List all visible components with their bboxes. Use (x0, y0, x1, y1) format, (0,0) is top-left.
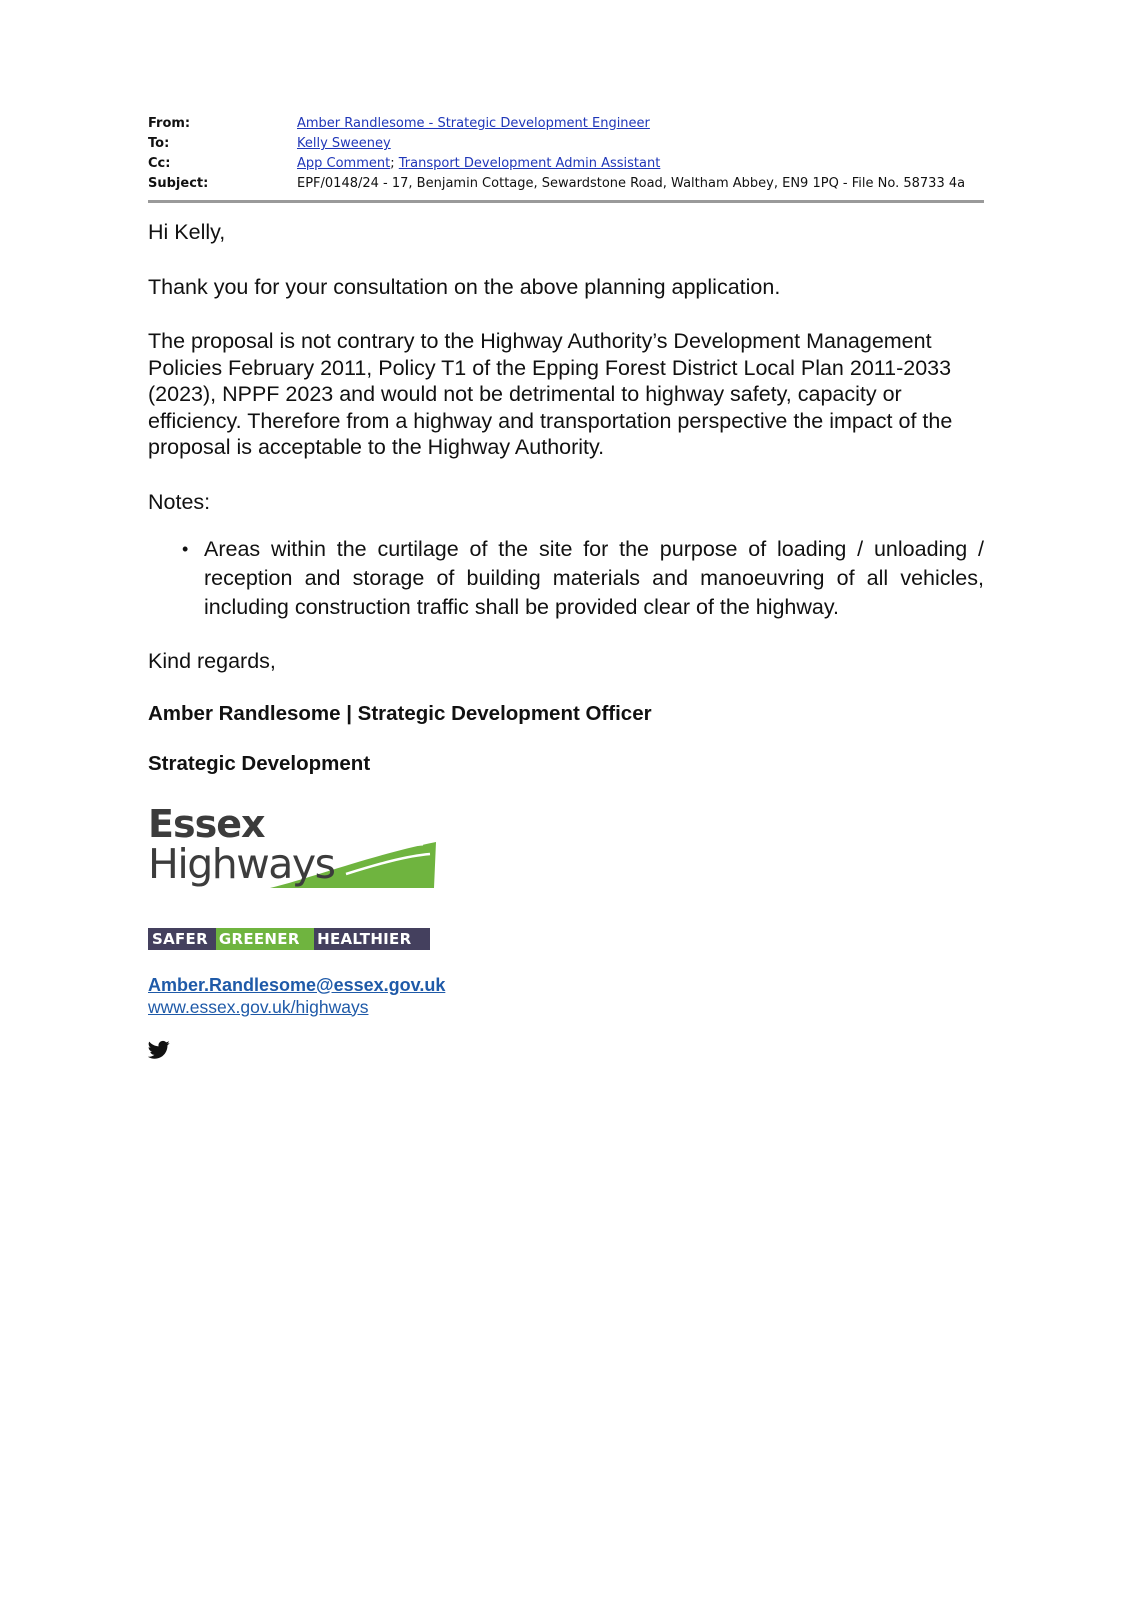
to-label: To: (148, 136, 170, 151)
from-link[interactable]: Amber Randlesome - Strategic Development Engineer (297, 116, 650, 131)
email-body (148, 219, 984, 778)
subject-value: EPF/0148/24 - 17, Benjamin Cottage, Sewardstone Road, Waltham Abbey, EN9 1PQ - File No. 58733 4a (297, 176, 966, 191)
sign-off: Kind regards, (148, 649, 276, 673)
cc-link-app-comment[interactable]: App Comment (297, 156, 391, 171)
paragraph-thanks: Thank you for your consultation on the above planning application. (148, 274, 781, 299)
bullet-icon: • (182, 539, 189, 559)
tagline-greener: GREENER (216, 928, 314, 950)
to-link[interactable]: Kelly Sweeney (297, 136, 391, 151)
paragraph-assessment: The proposal is not contrary to the Highway Authority’s Development Management Policies February 2011, Policy T1 of the Epping Forest District Local Plan 2011-2033 (2023), NPPF 2023 and would not be detrimental to highway safety, capacity or efficiency. Therefore from a highway and transportation perspective the impact of the proposal is acceptable to the Highway Authority. (148, 329, 953, 459)
cc-separator: ; (390, 156, 395, 171)
logo-text-essex: Essex (148, 801, 265, 846)
email-link[interactable]: Amber.Randlesome@essex.gov.uk (148, 974, 446, 995)
header-divider (148, 200, 984, 203)
email-header (148, 114, 984, 194)
greeting: Hi Kelly, (148, 220, 226, 244)
note-text: Areas within the curtilage of the site for the purpose of loading / unloading / reception and storage of building materials and manoeuvring of all vehicles, including construction traffic shall be provided clear of the highway. (204, 537, 984, 619)
to-row (148, 134, 984, 154)
list-item (182, 535, 984, 622)
essex-highways-logo (148, 801, 448, 900)
website-link[interactable]: www.essex.gov.uk/highways (148, 996, 369, 1017)
subject-label: Subject: (148, 176, 209, 191)
email-document (148, 114, 984, 1060)
cc-row (148, 154, 984, 174)
tagline-badge (148, 928, 430, 950)
tagline-healthier: HEALTHIER (314, 928, 430, 950)
notes-heading: Notes: (148, 489, 211, 514)
logo-text-highways: Highways (148, 839, 335, 888)
cc-label: Cc: (148, 156, 171, 171)
signature-department: Strategic Development (148, 752, 371, 775)
tagline-safer: SAFER (148, 928, 216, 950)
signature-name: Amber Randlesome | Strategic Development Officer (148, 701, 652, 725)
subject-row (148, 174, 984, 194)
twitter-bird-icon (148, 1040, 170, 1060)
twitter-icon[interactable] (148, 1040, 170, 1060)
notes-list (148, 535, 984, 622)
cc-link-transport-admin[interactable]: Transport Development Admin Assistant (398, 156, 661, 171)
from-row (148, 114, 984, 134)
from-label: From: (148, 116, 191, 131)
contact-block (148, 974, 984, 1018)
